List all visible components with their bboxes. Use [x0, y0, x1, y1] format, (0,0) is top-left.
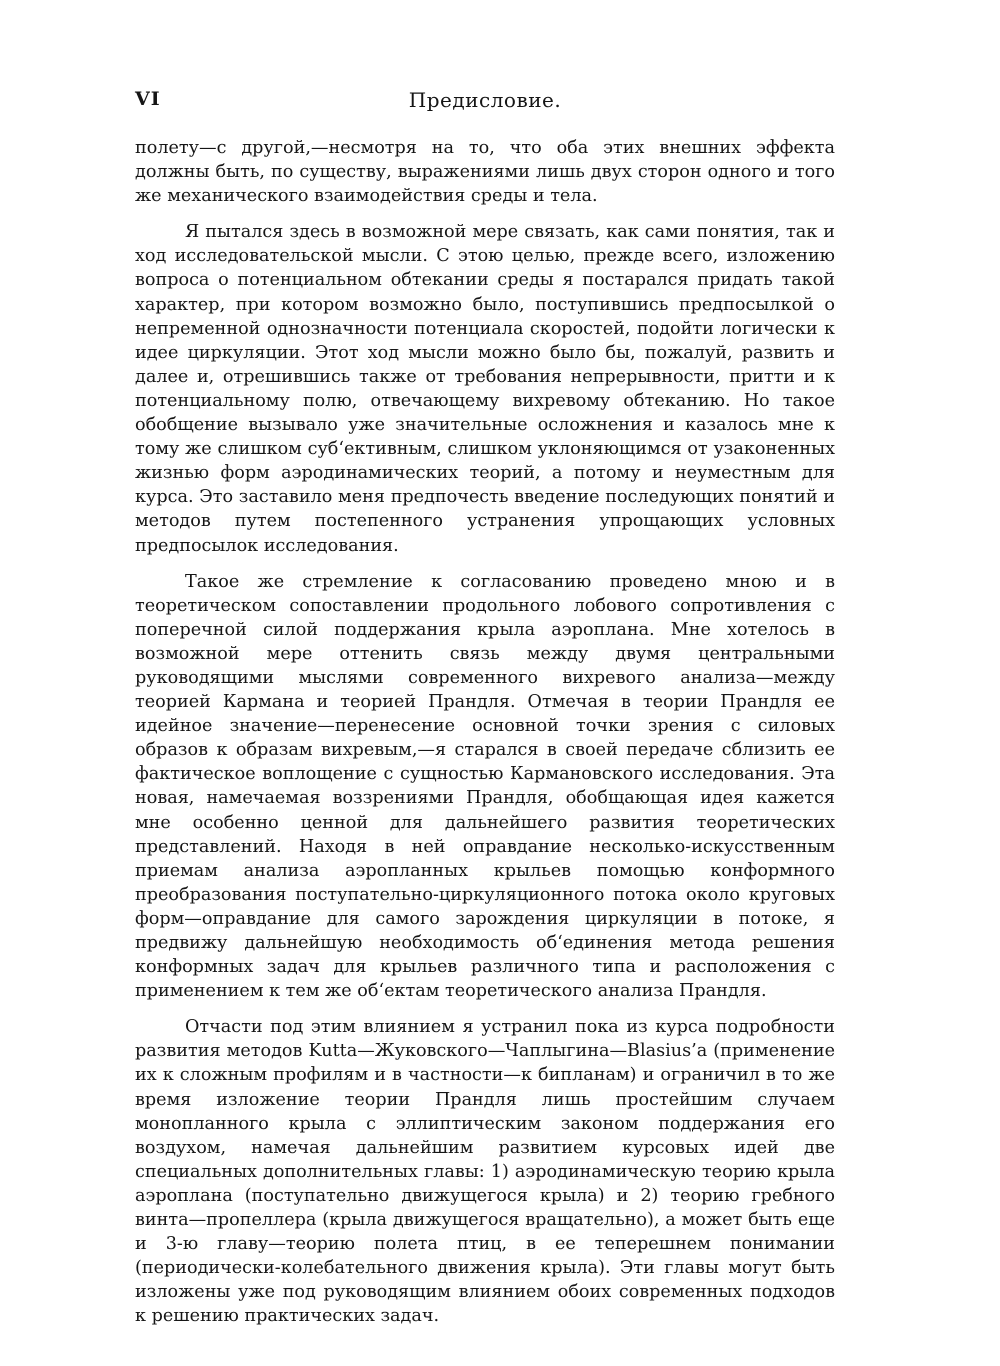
paragraph: Отчасти под этим влиянием я устранил пока из курса подробности развития методов Kutta—Жуковского—Чаплыгина—Blasius’а (применение их к сложным профилям и в частности—к бипланам) и ограничил в то же время изложение теории Прандля лишь простейшим случаем монопланного крыла с эллиптическим законом поддержания его воздухом, намечая дальнейшим развитием курсовых идей две специальных дополнительных главы: 1) аэродинамическую теорию крыла аэроплана (поступательно движущегося крыла) и 2) теорию гребного винта—пропеллера (крыла движущегося вращательно), а может быть еще и 3-ю главу—теорию полета птиц, в ее теперешнем понимании (периодически-колебательного движения крыла). Эти главы могут быть изложены уже под руководящим влиянием обоих современных подходов к решению практических задач.: [135, 1017, 835, 1327]
paragraph: Я пытался здесь в возможной мере связать, как сами понятия, так и ход исследовательской мысли. С этою целью, прежде всего, изложению вопроса о потенциальном обтекании среды я постарался придать такой характер, при котором возможно было, поступившись предпосылкой о непременной однозначности потенциала скоростей, подойти логически к идее циркуляции. Этот ход мысли можно было бы, пожалуй, развить и далее и, отрешившись также от требования непрерывности, притти и к потенциальному полю, отвечающему вихревому обтеканию. Но такое обобщение вызывало уже значительные осложнения и казалось мне к тому же слишком суб‘ективным, слишком уклоняющимся от узаконенных жизнью форм аэродинамических теорий, а потому и неуместным для курса. Это заставило меня предпочесть введение последующих понятий и методов путем постепенного устранения упрощающих условных предпосылок исследования.: [135, 222, 835, 556]
running-head: [135, 88, 835, 118]
paragraph: Такое же стремление к согласованию проведено мною и в теоретическом сопоставлении продольного лобового сопротивления с поперечной силой поддержания крыла аэроплана. Мне хотелось в возможной мере оттенить связь между двумя центральными руководящими мыслями современного вихревого анализа—между теорией Кармана и теорией Прандля. Отмечая в теории Прандля ее идейное значение—перенесение основной точки зрения с силовых образов к образам вихревым,—я старался в своей передаче сблизить ее фактическое воплощение с сущностью Кармановского исследования. Эта новая, намечаемая воззрениями Прандля, обобщающая идея кажется мне особенно ценной для дальнейшего развития теоретических представлений. Находя в ней оправдание несколько-искусственным приемам анализа аэропланных крыльев помощью конформного преобразования поступательно-циркуляционного потока около круговых форм—оправдание для самого зарождения циркуляции в потоке, я предвижу дальнейшую необходимость об‘единения метода решения конформных задач для крыльев различного типа и расположения с применением к тем же об‘ектам теоретического анализа Прандля.: [135, 571, 835, 1002]
page-number: VI: [135, 88, 161, 110]
paragraph-continuation: полету—с другой,—несмотря на то, что оба этих внешних эффекта должны быть, по существу, выражениями лишь двух сторон одного и того же механического взаимодействия среды и тела.: [135, 138, 835, 207]
book-page: [135, 88, 835, 1341]
running-title: Предисловие.: [408, 88, 562, 112]
